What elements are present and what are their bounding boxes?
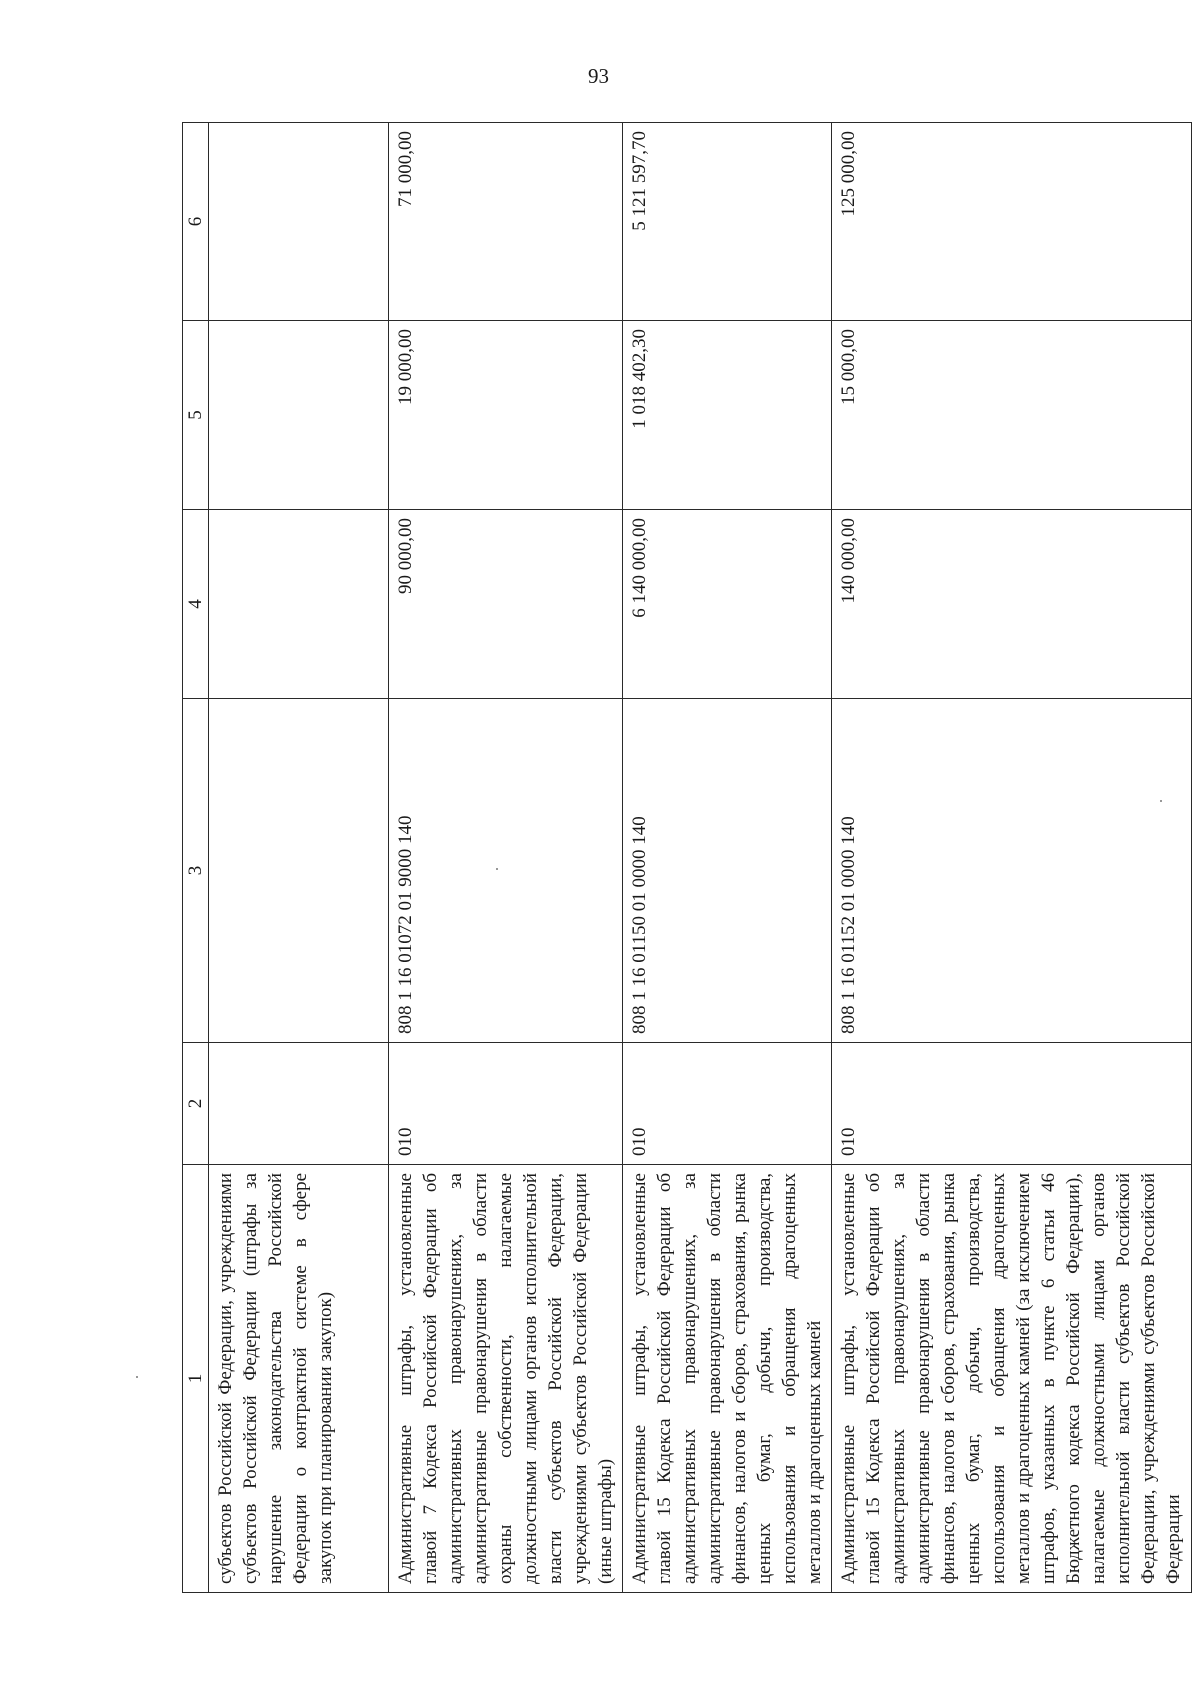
row-description: субъектов Российской Федерации, учреждениями субъектов Российской Федерации (штрафы за нарушение законодательства Российской Федерации о контрактной системе в сфере закупок при планировании закупок) [209,1165,389,1593]
row-col2: 010 [832,1043,1192,1165]
row-col5 [209,321,389,510]
column-header-1: 1 [183,1165,209,1593]
row-code: 808 1 16 01150 01 0000 140 [623,699,832,1043]
row-code [209,699,389,1043]
row-description: Административные штрафы, установленные главой 15 Кодекса Российской Федерации об административных правонарушениях, за административные правонарушения в области финансов, налогов и сборов, страхования, рынка ценных бумаг, добычи, производства, использования и обращения драгоценных металлов и драгоценных камней [623,1165,832,1593]
row-col6: 5 121 597,70 [623,123,832,321]
row-col6: 125 000,00 [832,123,1192,321]
row-col5: 19 000,00 [389,321,623,510]
table-row [623,123,832,1593]
column-header-2: 2 [183,1043,209,1165]
row-col4: 90 000,00 [389,510,623,699]
revenue-table [182,122,1192,1593]
row-description: Административные штрафы, установленные главой 15 Кодекса Российской Федерации об административных правонарушениях, за административные правонарушения в области финансов, налогов и сборов, страхования, рынка ценных бумаг, добычи, производства, использования и обращения драгоценных металлов и драгоценных камней (за исключением штрафов, указанных в пункте 6 статьи 46 Бюджетного кодекса Российской Федерации), налагаемые должностными лицами органов исполнительной власти субъектов Российской Федерации, учреждениями субъектов Российской Федерации [832,1165,1192,1593]
table-row [209,123,389,1593]
table-row [832,123,1192,1593]
row-col6 [209,123,389,321]
column-header-4: 4 [183,510,209,699]
scan-speck [136,1376,138,1378]
row-col4: 6 140 000,00 [623,510,832,699]
column-header-5: 5 [183,321,209,510]
column-header-3: 3 [183,699,209,1043]
row-col4 [209,510,389,699]
row-code: 808 1 16 01152 01 0000 140 [832,699,1192,1043]
page-number: 93 [588,64,609,88]
row-code: 808 1 16 01072 01 9000 140 [389,699,623,1043]
scan-speck [1160,800,1162,802]
row-col5: 1 018 402,30 [623,321,832,510]
row-col6: 71 000,00 [389,123,623,321]
row-description: Административные штрафы, установленные главой 7 Кодекса Российской Федерации об административных правонарушениях, за административные правонарушения в области охраны собственности, налагаемые должностными лицами органов исполнительной власти субъектов Российской Федерации, учреждениями субъектов Российской Федерации (иные штрафы) [389,1165,623,1593]
column-header-6: 6 [183,123,209,321]
row-col5: 15 000,00 [832,321,1192,510]
table-row [389,123,623,1593]
row-col2: 010 [389,1043,623,1165]
row-col2: 010 [623,1043,832,1165]
scan-speck [496,868,498,870]
rotated-table-container [182,123,1184,1593]
row-col4: 140 000,00 [832,510,1192,699]
header-row [183,123,209,1593]
row-col2 [209,1043,389,1165]
